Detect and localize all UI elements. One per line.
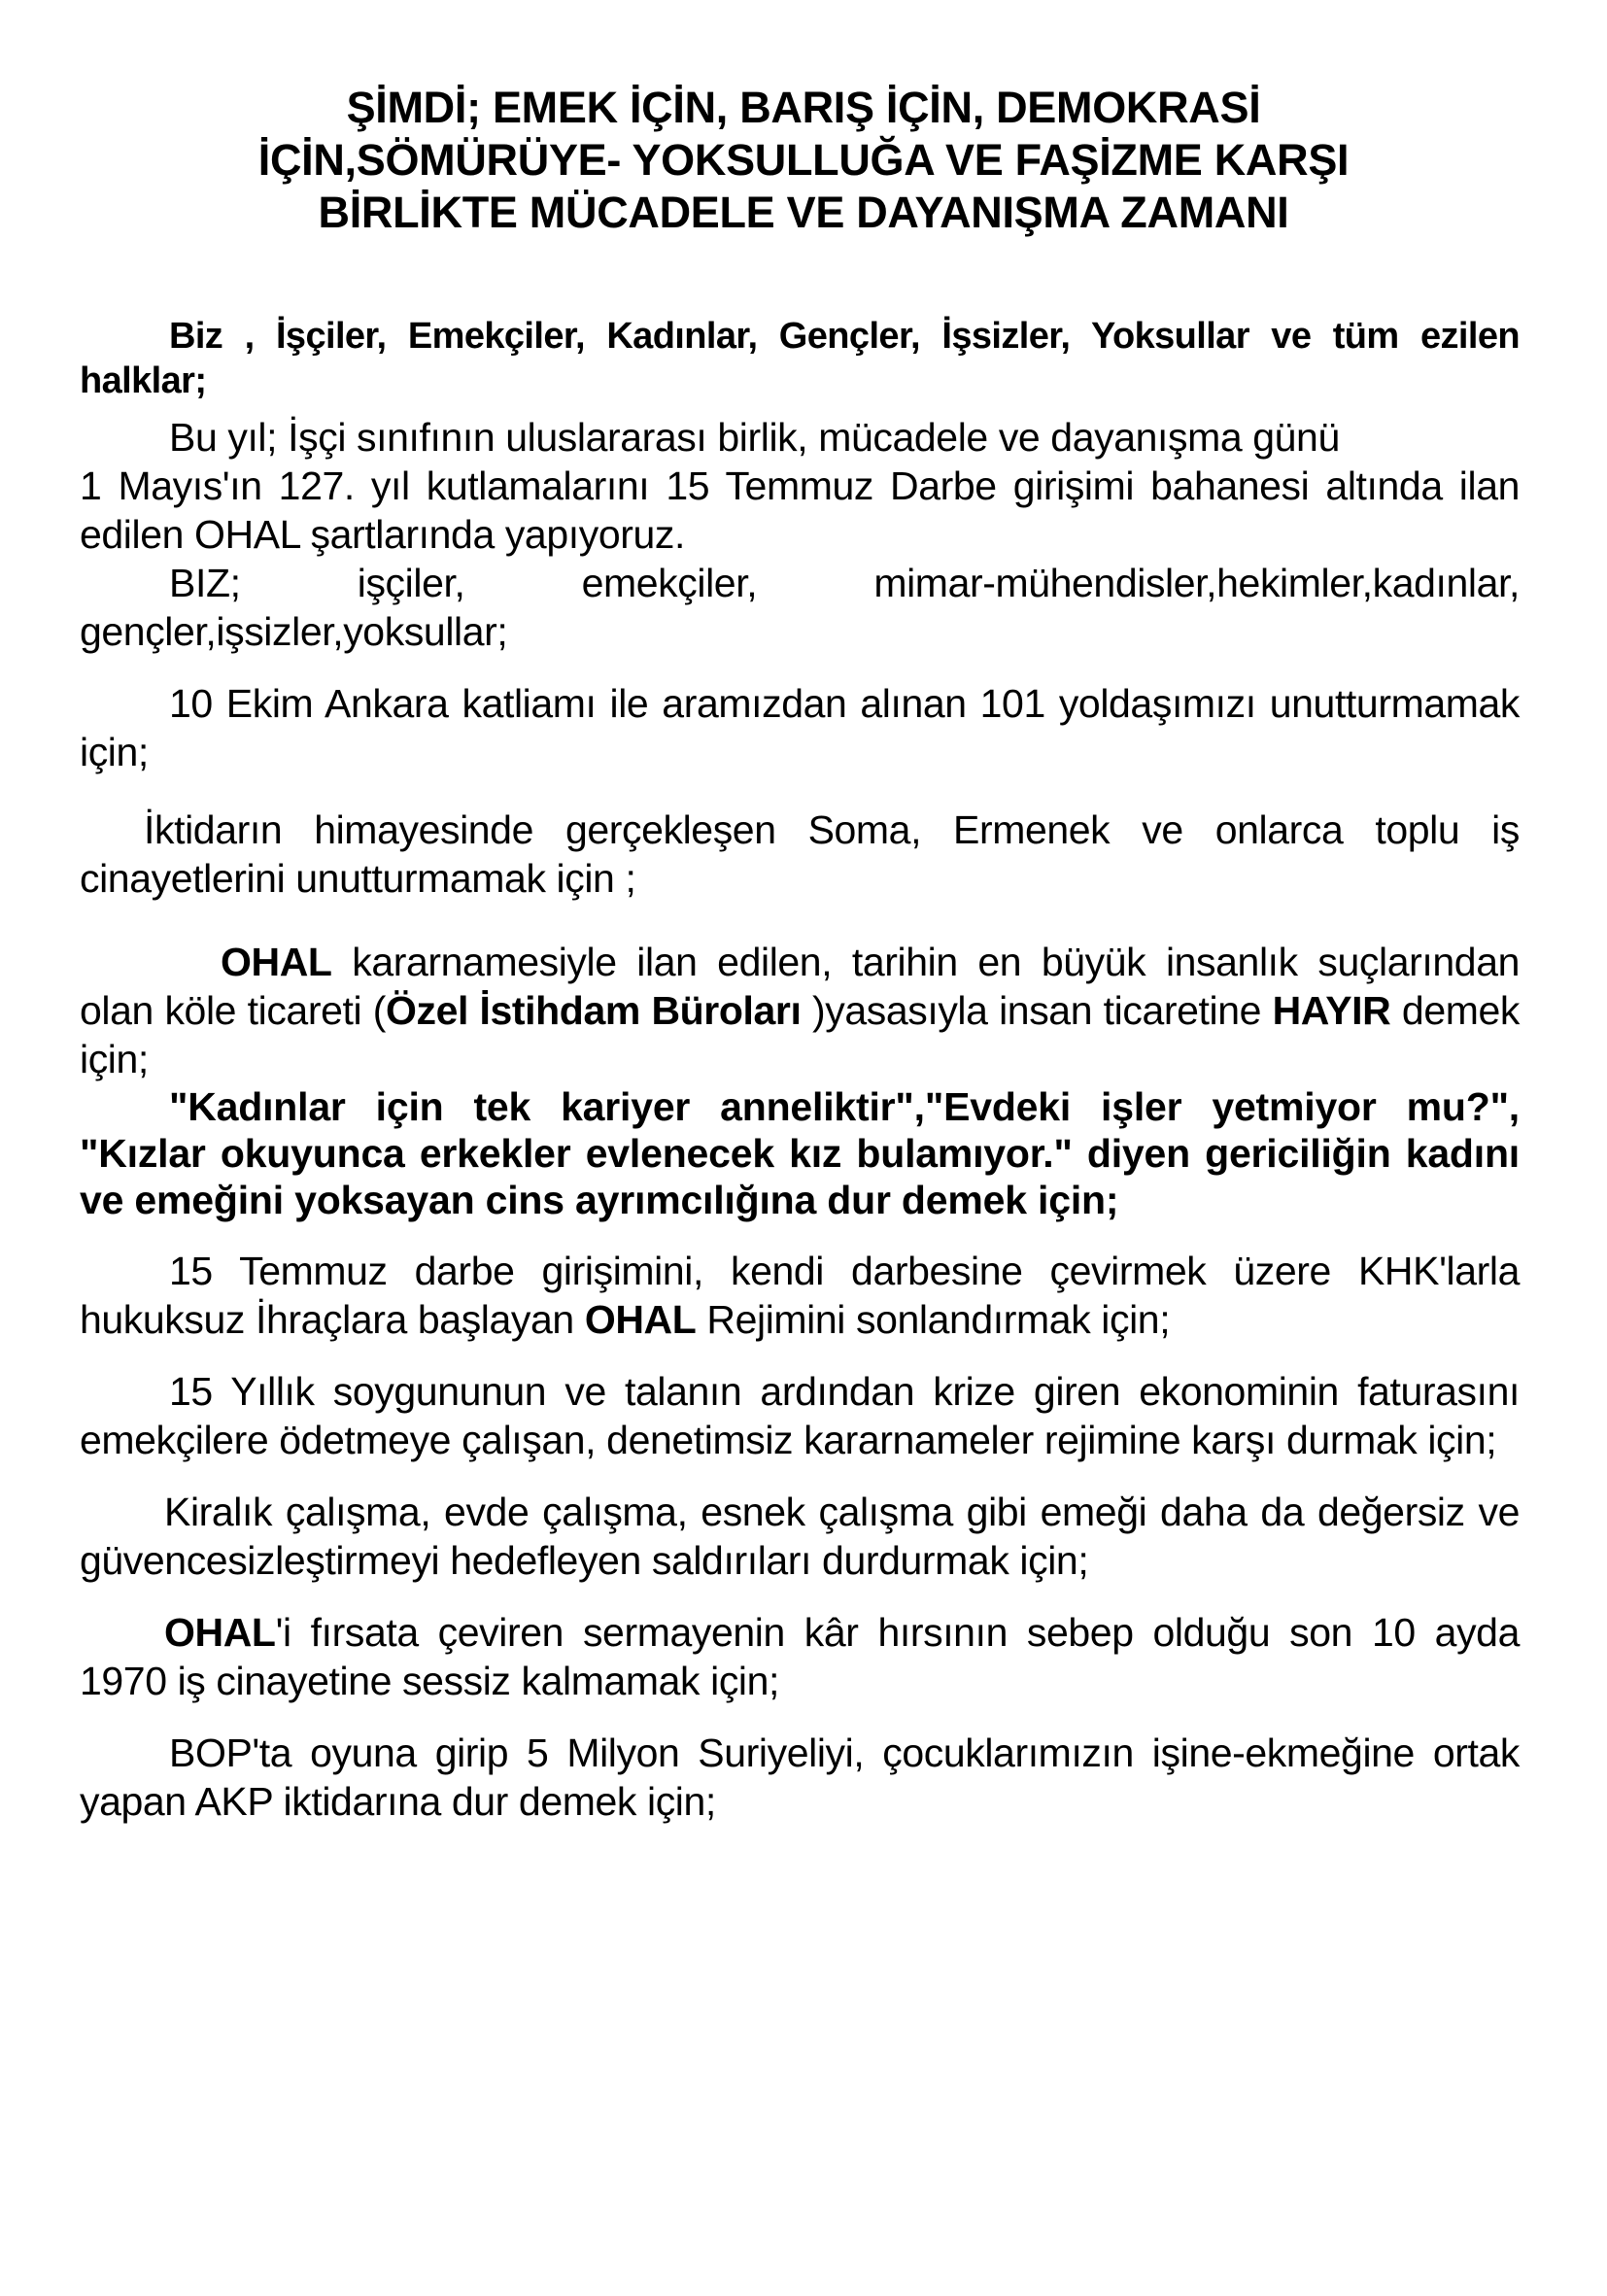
paragraph-ankara-massacre: 10 Ekim Ankara katliamı ile aramızdan alınan 101 yoldaşımızı unutturmamak için; (80, 681, 1520, 774)
document-body (80, 314, 1520, 1826)
title-line-2: İÇİN,SÖMÜRÜYE- YOKSULLUĞA VE FAŞİZME KARŞI (257, 135, 1350, 185)
paragraph-economy: 15 Yıllık soygununun ve talanın ardından krize giren ekonominin faturasını emekçilere ödetmeye çalışan, denetimsiz kararnameler rejimine karşı durmak için; (80, 1369, 1520, 1462)
bold-ozel-istihdam: Özel İstihdam Büroları (385, 988, 802, 1033)
paragraph-we: BIZ; işçiler, emekçiler, mimar-mühendisler,hekimler,kadınlar, gençler,işsizler,yoksullar; (80, 561, 1520, 654)
paragraph-bop: BOP'ta oyuna girip 5 Milyon Suriyeliyi, çocuklarımızın işine-ekmeğine ortak yapan AKP iktidarına dur demek için; (80, 1731, 1520, 1824)
paragraph-may-day: 1 Mayıs'ın 127. yıl kutlamalarını 15 Temmuz Darbe girişimi bahanesi altında ilan edilen OHAL şartlarında yapıyoruz. (80, 463, 1520, 557)
paragraph-coup-attempt: 15 Temmuz darbe girişimini, kendi darbesine çevirmek üzere KHK'larla hukuksuz İhraçlara başlayan OHAL Rejimini sonlandırmak için; (80, 1249, 1520, 1342)
title-line-3: BİRLİKTE MÜCADELE VE DAYANIŞMA ZAMANI (318, 188, 1289, 237)
paragraph-work-murders: OHAL'i fırsata çeviren sermayenin kâr hırsının sebep olduğu son 10 ayda 1970 iş cinayetine sessiz kalmamak için; (80, 1610, 1520, 1703)
bold-hayir: HAYIR (1272, 988, 1391, 1033)
paragraph-private-employment: OHAL kararnamesiyle ilan edilen, tarihin en büyük insanlık suçlarından olan köle ticareti (Özel İstihdam Büroları )yasasıyla insan ticaretine HAYIR demek için; (80, 940, 1520, 1081)
paragraph-soma-ermenek: İktidarın himayesinde gerçekleşen Soma, Ermenek ve onlarca toplu iş cinayetlerini unutturmamak için ; (80, 807, 1520, 901)
bold-ohal: OHAL (584, 1297, 697, 1342)
paragraph-flexible-work: Kiralık çalışma, evde çalışma, esnek çalışma gibi emeği daha da değersiz ve güvencesizleştirmeyi hedefleyen saldırıları durdurmak için; (80, 1490, 1520, 1583)
paragraph-this-year: Bu yıl; İşçi sınıfının uluslararası birlik, mücadele ve dayanışma günü (169, 415, 1340, 460)
title-line-1: ŞİMDİ; EMEK İÇİN, BARIŞ İÇİN, DEMOKRASİ (346, 83, 1261, 132)
document-title (0, 82, 1607, 239)
addressee-paragraph: Biz , İşçiler, Emekçiler, Kadınlar, Gençler, İşsizler, Yoksullar ve tüm ezilen halklar; (80, 316, 1520, 401)
bold-ohal: OHAL (164, 1610, 276, 1655)
bold-ohal: OHAL (221, 940, 332, 984)
paragraph-women-quote: "Kadınlar için tek kariyer anneliktir","Evdeki işler yetmiyor mu?", "Kızlar okuyunca erkekler evlenecek kız bulamıyor." diyen gericiliğin kadını ve emeğini yoksayan cins ayrımcılığına dur demek için; (80, 1084, 1520, 1222)
